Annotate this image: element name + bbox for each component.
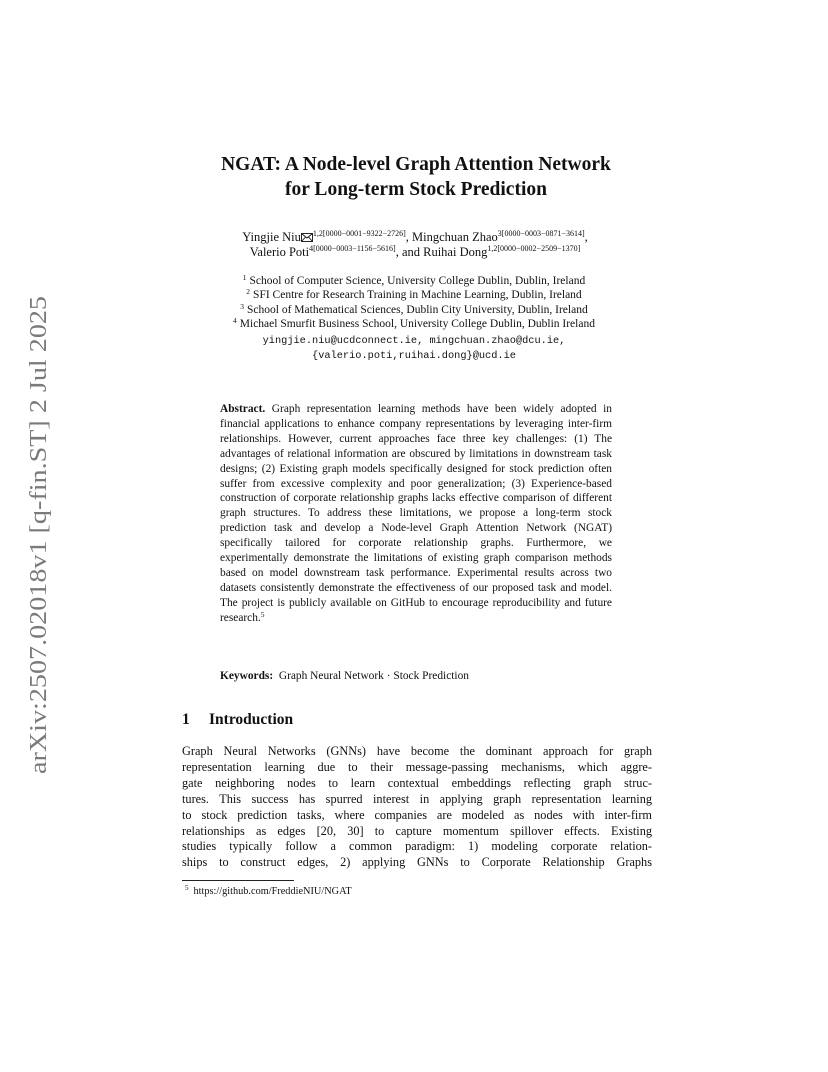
affiliation-text: SFI Centre for Research Training in Machine Learning, Dublin, Ireland — [253, 289, 582, 302]
intro-line: tures. This success has spurred interest in applying graph representation learning — [182, 791, 652, 806]
arxiv-side-stamp — [22, 296, 52, 774]
intro-line: to stock prediction tasks, where companies are modeled as nodes with inter-firm — [182, 807, 652, 822]
abstract-label: Abstract. — [220, 403, 266, 415]
intro-line: gate neighboring nodes to learn contextual embeddings reflecting graph struc- — [182, 775, 652, 790]
affiliation-list — [150, 274, 678, 332]
footnote — [185, 885, 352, 898]
author-list — [170, 230, 660, 260]
arxiv-stamp-text: arXiv:2507.02018v1 [q-fin.ST] 2 Jul 2025 — [26, 366, 52, 774]
affiliation-number: 4 — [233, 316, 237, 326]
keywords-text: Graph Neural Network · Stock Prediction — [278, 670, 469, 682]
intro-line: relationships as edges [20, 30] to capture momentum spillover effects. Existing — [182, 823, 652, 838]
arxiv-stamp-svg — [22, 296, 52, 774]
author-orcid: 1,2[0000−0001−9322−2726] — [312, 229, 406, 238]
intro-line: representation learning due to their message-passing mechanisms, which aggre- — [182, 759, 652, 774]
keywords — [220, 669, 612, 684]
section-title: Introduction — [209, 711, 294, 728]
author-name: Valerio Poti — [249, 245, 310, 259]
abstract-text: Graph representation learning methods have been widely adopted in financial applications to enhance company representations by leveraging inter-firm relationships. However, current approaches face three key challenges: (1) The advantages of relational information are obscured by limitations in downstream task designs; (2) Existing graph models specifically designed for stock prediction often suffer from excessive complexity and poor generalization; (3) Experience-based construction of corporate relationship graphs lacks effective comparison of different graph structures. To address these limitations, we propose a long-term stock prediction task and develop a Node-level Graph Attention Network (NGAT) specifically tailored for corporate relationship graphs. Furthermore, we experimentally demonstrate the limitations of existing graph comparison methods based on model downstream task performance. Experimental results across two datasets consistently demonstrate the effectiveness of our proposed task and model. The project is publicly available on GitHub to encourage reproducibility and future research. — [220, 403, 612, 624]
section-heading — [182, 710, 293, 730]
intro-line: studies typically follow a common paradigm: 1) modeling corporate relation- — [182, 839, 652, 854]
affiliation — [150, 317, 678, 331]
abstract — [220, 402, 612, 626]
affiliation — [150, 288, 678, 302]
author-name: , and Ruihai Dong — [395, 245, 488, 259]
footnote-rule — [182, 880, 294, 881]
keywords-label: Keywords: — [220, 670, 274, 682]
intro-line: ships to construct edges, 2) applying GNNs to Corporate Relationship Graphs — [182, 855, 652, 870]
title-line-1: NGAT: A Node-level Graph Attention Network — [221, 154, 611, 175]
affiliation-number: 3 — [240, 301, 245, 311]
author-orcid: 3[0000−0003−0871−3614] — [497, 229, 585, 238]
author-orcid: 4[0000−0003−1156−5616] — [309, 244, 396, 253]
section-number: 1 — [182, 711, 190, 728]
email-line-1: yingjie.niu@ucdconnect.ie, mingchuan.zhao@dcu.ie, — [262, 335, 566, 347]
email-line-2: {valerio.poti,ruihai.dong}@ucd.ie — [312, 349, 516, 362]
intro-paragraph — [182, 744, 652, 871]
author-name: Yingjie Niu — [242, 230, 301, 244]
footnote-link[interactable]: https://github.com/FreddieNIU/NGAT — [193, 886, 352, 897]
affiliation — [150, 303, 678, 317]
affiliation-text: School of Mathematical Sciences, Dublin City University, Dublin, Ireland — [247, 303, 588, 316]
author-orcid: 1,2[0000−0002−2509−1370] — [487, 244, 581, 253]
intro-line: Graph Neural Networks (GNNs) have become the dominant approach for graph — [182, 744, 652, 758]
footnote-number: 5 — [185, 884, 189, 892]
title-line-2: for Long-term Stock Prediction — [285, 179, 547, 200]
paper-title — [150, 152, 682, 202]
affiliation-text: Michael Smurfit Business School, University College Dublin, Dublin Ireland — [239, 318, 595, 331]
author-separator: , — [584, 230, 588, 244]
envelope-icon — [301, 231, 313, 240]
affiliation-text: School of Computer Science, University College Dublin, Dublin, Ireland — [249, 275, 586, 287]
email-list — [150, 334, 678, 363]
affiliation-number: 1 — [242, 273, 247, 282]
footnote-mark: 5 — [260, 609, 265, 619]
affiliation-number: 2 — [246, 287, 251, 297]
affiliation — [150, 274, 678, 288]
author-name: , Mingchuan Zhao — [405, 230, 498, 244]
